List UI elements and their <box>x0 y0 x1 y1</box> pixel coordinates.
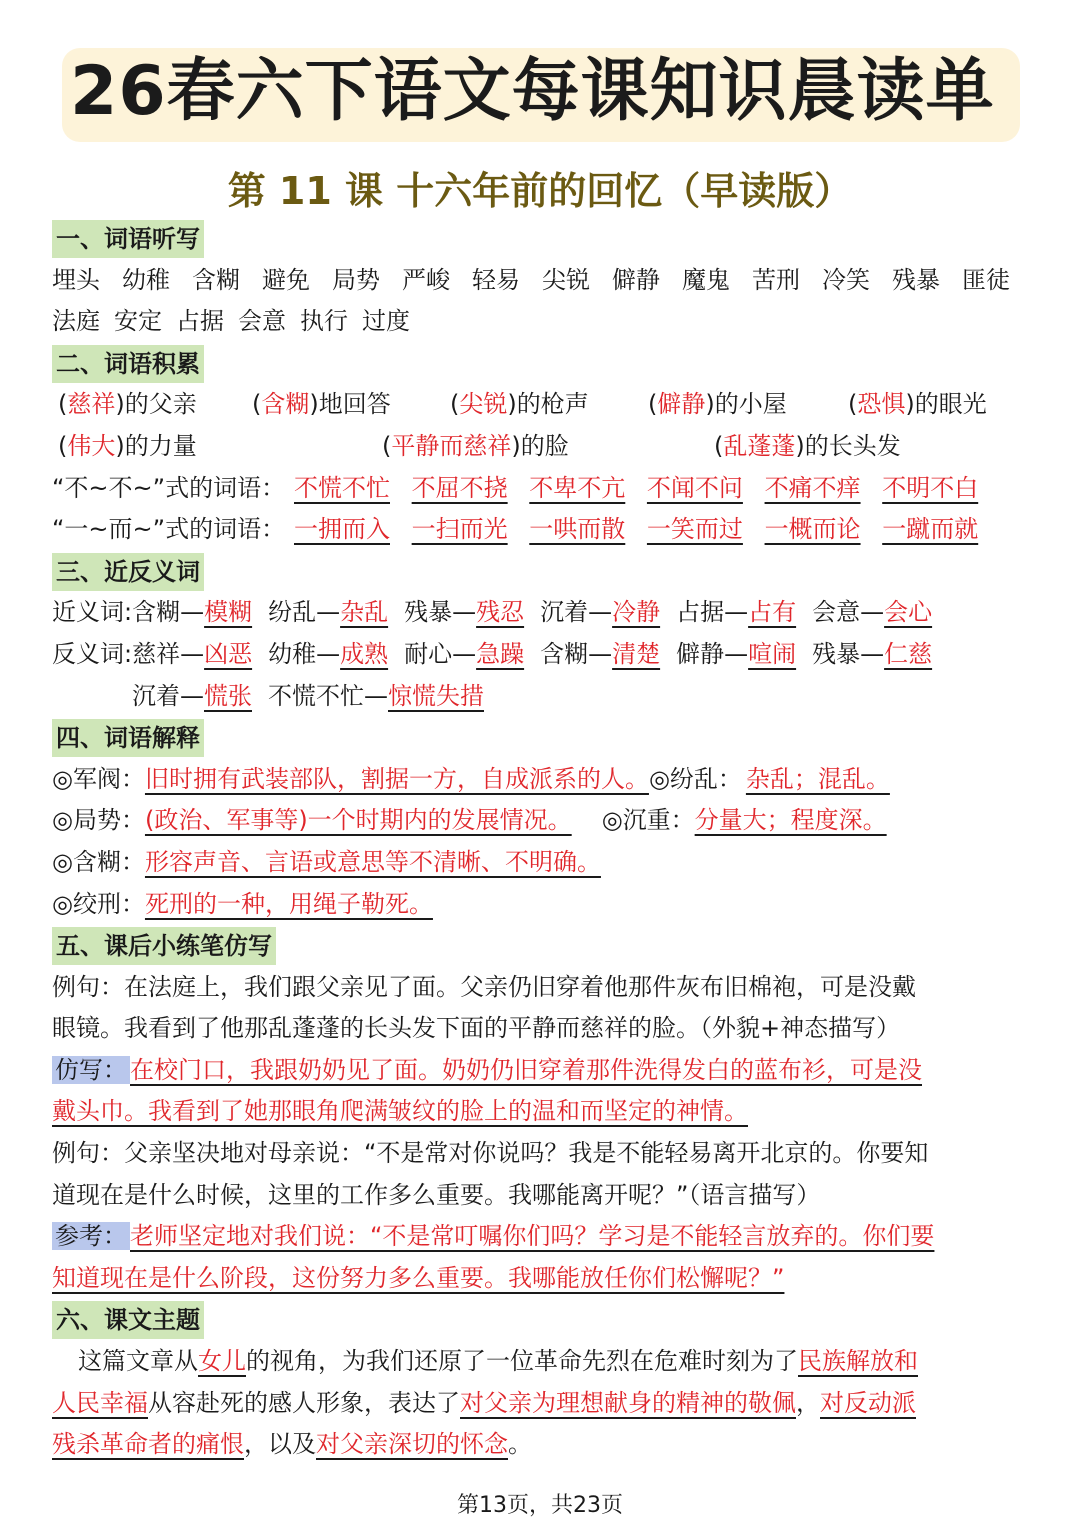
dictation-word: 会意 <box>238 307 286 336</box>
dictation-word: 过度 <box>362 307 410 336</box>
dictation-word: 匪徒 <box>962 265 1010 294</box>
dictation-word: 占据 <box>176 307 224 336</box>
dictation-word: 执行 <box>300 307 348 336</box>
synonym-row: 近义词:含糊—模糊 纷乱—杂乱 残暴—残忍 沉着—冷静 占据—占有 会意—会心 <box>52 598 933 627</box>
example-1-line-2: 眼镜。我看到了他那乱蓬蓬的长头发下面的平静而慈祥的脸。（外貌+神态描写） <box>52 1014 901 1043</box>
reference-label: 参考： <box>52 1222 130 1250</box>
word-row-1 <box>52 260 1032 302</box>
reference-line-1: 参考： 老师坚定地对我们说：“不是常叮嘱你们吗？学习是不能轻言放弃的。你们要 <box>52 1216 1032 1258</box>
document-title: 26春六下语文每课知识晨读单 <box>70 52 995 131</box>
page-number: 第13页，共23页 <box>457 1493 623 1518</box>
definition-row-1: ◎军阀：旧时拥有武装部队，割据一方，自成派系的人。◎纷乱： 杂乱；混乱。 <box>52 764 890 793</box>
imitation-line-2: 戴头巾。我看到了她那眼角爬满皱纹的脸上的温和而坚定的神情。 <box>52 1097 748 1126</box>
phrase-row-2: (伟大)的力量 (平静而慈祥)的脸 (乱蓬蓬)的长头发 <box>58 431 901 460</box>
dictation-word: 严峻 <box>402 265 450 294</box>
definition-row-4: ◎绞刑：死刑的一种，用绳子勒死。 <box>52 889 433 918</box>
dictation-word: 埋头 <box>52 265 100 294</box>
dictation-word: 僻静 <box>612 265 660 294</box>
example-2-line-2: 道现在是什么时候，这里的工作多么重要。我哪能离开呢？”（语言描写） <box>52 1180 821 1209</box>
dictation-word: 含糊 <box>192 265 240 294</box>
dictation-word: 残暴 <box>892 265 940 294</box>
dictation-word: 幼稚 <box>122 265 170 294</box>
theme-line-2: 人民幸福从容赴死的感人形象，表达了对父亲为理想献身的精神的敬佩，对反动派 <box>52 1388 916 1417</box>
section-heading-6: 六、课文主题 <box>52 1301 204 1339</box>
dictation-word: 局势 <box>332 265 380 294</box>
dictation-word: 轻易 <box>472 265 520 294</box>
section-heading-5: 五、课后小练笔仿写 <box>52 927 276 965</box>
dictation-word: 尖锐 <box>542 265 590 294</box>
dictation-word: 避免 <box>262 265 310 294</box>
phrase-row-1: (慈祥)的父亲 (含糊)地回答 (尖锐)的枪声 (僻静)的小屋 (恐惧)的眼光 <box>58 390 987 419</box>
dictation-word: 魔鬼 <box>682 265 730 294</box>
lesson-title: 第 11 课 十六年前的回忆（早读版） <box>227 169 853 213</box>
imitation-line-1: 仿写： 在校门口，我跟奶奶见了面。奶奶仍旧穿着那件洗得发白的蓝布衫，可是没 <box>52 1050 1032 1092</box>
section-heading-2: 二、词语积累 <box>52 345 204 383</box>
definition-row-2: ◎局势：(政治、军事等)一个时期内的发展情况。 ◎沉重：分量大；程度深。 <box>52 806 887 835</box>
theme-line-3: 残杀革命者的痛恨，以及对父亲深切的怀念。 <box>52 1430 532 1459</box>
imitation-label: 仿写： <box>52 1056 130 1084</box>
word-row-2 <box>52 301 1032 343</box>
section-heading-1: 一、词语听写 <box>52 220 204 258</box>
theme-line-1: 这篇文章从女儿的视角，为我们还原了一位革命先烈在危难时刻为了民族解放和 <box>78 1347 918 1376</box>
section-heading-3: 三、近反义词 <box>52 553 204 591</box>
content <box>52 218 1032 1466</box>
dictation-word: 安定 <box>114 307 162 336</box>
antonym-row-1: 反义词:慈祥—凶恶 幼稚—成熟 耐心—急躁 含糊—清楚 僻静—喧闹 残暴—仁慈 <box>52 639 933 668</box>
dictation-word: 法庭 <box>52 307 100 336</box>
reference-line-2: 知道现在是什么阶段，这份努力多么重要。我哪能放任你们松懈呢？” <box>52 1263 785 1292</box>
yi-er-row: “一~而~”式的词语： 一拥而入 一扫而光 一哄而散 一笑而过 一概而论 一蹴而就 <box>52 515 979 544</box>
section-heading-4: 四、词语解释 <box>52 719 204 757</box>
dictation-word: 冷笑 <box>822 265 870 294</box>
bu-bu-row: “不~不~”式的词语： 不慌不忙 不屈不挠 不卑不亢 不闻不问 不痛不痒 不明不白 <box>52 473 979 502</box>
example-1-line-1: 例句：在法庭上，我们跟父亲见了面。父亲仍旧穿着他那件灰布旧棉袍，可是没戴 <box>52 972 916 1001</box>
example-2-line-1: 例句：父亲坚决地对母亲说：“不是常对你说吗？我是不能轻易离开北京的。你要知 <box>52 1139 929 1168</box>
antonym-row-2: 沉着—慌张 不慌不忙—惊慌失措 <box>132 681 484 710</box>
dictation-word: 苦刑 <box>752 265 800 294</box>
definition-row-3: ◎含糊：形容声音、言语或意思等不清晰、不明确。 <box>52 847 601 876</box>
